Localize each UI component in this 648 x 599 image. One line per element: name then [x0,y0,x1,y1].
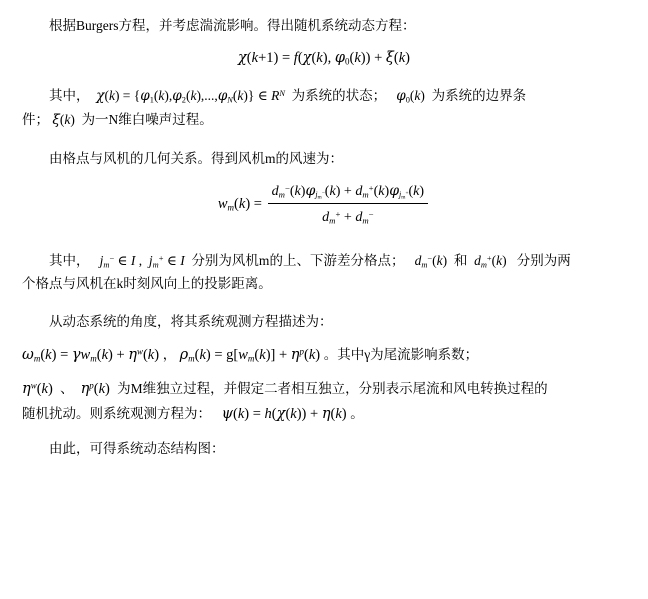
spacer-top [0,0,648,14]
paragraph-observation-equations [0,343,648,368]
inline-equation-eta-w: $\eta^w(k)$ [22,380,53,397]
text-jian: 件； [22,112,49,128]
paragraph-geometry: 由格点与风机的几何关系。得到风机m的风速为： [49,151,344,167]
text-he: 和 [453,252,468,268]
text-qizhong-1: 其中， [49,87,90,103]
inline-equation-grid-minus: $j_m^-$ ∈ I , [99,252,149,270]
fraction-denominator: $d_m^+ + d_m^-$ [322,209,374,226]
text-noise-desc: 为一N维白噪声过程。 [81,112,213,128]
paragraph-projection-distance: 个格点与风机在k时刻风向上的投影距离。 [22,276,272,292]
spacer [0,38,648,47]
text-disturbance: 随机扰动。则系统观测方程为： [22,406,211,422]
paragraph-observation-intro: 从动态系统的角度，将其系统观测方程描述为： [49,313,333,329]
inline-equation-state: $\chi(k) = \{\varphi_1(k),\varphi_2(k),...,\varphi_N(k)\}$ ∈ $R^N$ [96,87,285,105]
text-period: 。 [350,406,364,422]
spacer [0,428,648,437]
text-d-desc: 分别为两 [516,252,571,268]
inline-equation-grid-plus: $j_m^+$ ∈ I [148,252,185,270]
spacer [0,171,648,180]
inline-equation-d-plus: $d_m^+(k)$ [474,252,507,270]
inline-equation-system-obs: ψ(k) = h(χ(k)) + η(k) [221,406,347,423]
inline-equation-eta-p: $\eta^p(k)$ [80,380,110,397]
spacer [0,229,648,249]
inline-equation-rho: $\rho_m(k) = g[w_m(k)] + \eta^p(k)$ [179,346,321,364]
paragraph-grid-points [0,249,648,273]
paragraph-state-definition [0,84,648,109]
fraction-numerator: $d_m^-(k)\varphi_{j_m^-}(k) + d_m^+(k)\varphi_{j_m^+}(k)$ [268,180,429,205]
inline-equation-omega: $\omega_m(k) = \gamma w_m(k) + \eta^w(k)$ [22,346,160,364]
inline-equation-boundary: $\varphi_0(k)$ [396,87,425,105]
spacer [0,334,648,343]
text-grid-desc: 分别为风机m的上、下游差分格点； [191,252,405,268]
fraction-wind-speed [268,180,429,229]
paragraph-noise-definition [0,108,648,133]
inline-equation-noise: ξ(k) [52,112,75,129]
spacer [0,368,648,377]
text-qizhong-2: 其中， [49,252,90,268]
inline-equation-d-minus: $d_m^-(k)$ [414,252,448,270]
paragraph-conclusion: 由此，可得系统动态结构图： [49,440,225,456]
paragraph-eta-definition [0,377,648,402]
text-boundary-desc: 为系统的边界条 [431,87,527,103]
equation-wind-speed: $w_m(k)$ = $\frac{d_m^-(k)\varphi_{j_m^-}(k) + d_m^+(k)\varphi_{j_m^+}(k)}{d_m^+ + d_m^-}$ [0,180,648,229]
spacer [0,133,648,147]
text-comma-1: ， [162,346,177,362]
paragraph-system-observation [0,402,648,427]
text-gamma-desc: 。其中γ为尾流影响系数； [323,346,479,362]
spacer [0,296,648,310]
text-state-desc: 为系统的状态； [291,87,387,103]
text-dun-1: 、 [60,380,74,396]
equation-system-dynamics: χ(k+1) = f(χ(k), $\varphi_0(k)) + \xi(k)$ [238,49,410,67]
text-eta-desc: 为M维独立过程，并假定二者相互独立，分别表示尾流和风电转换过程的 [117,380,548,396]
paragraph-intro: 根据Burgers方程，并考虑湍流影响。得出随机系统动态方程： [49,18,416,33]
spacer [0,70,648,84]
